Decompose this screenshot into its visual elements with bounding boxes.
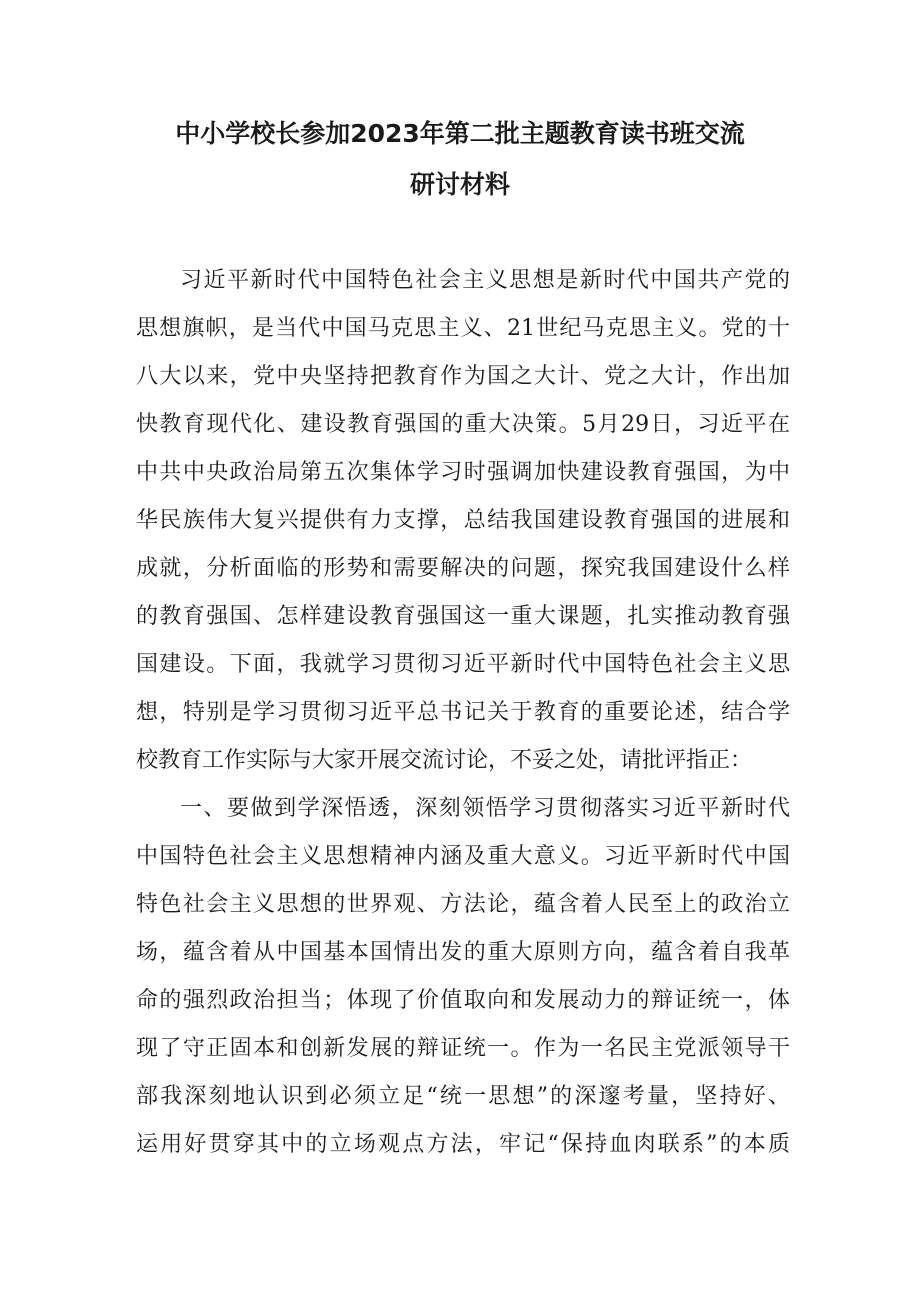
- document-title-line-2: 研讨材料: [409, 170, 510, 199]
- body-line: 华民族伟大复兴提供有力支撑，总结我国建设教育强国的进展和: [136, 508, 790, 533]
- body-line: 思想旗帜，是当代中国马克思主义、21世纪马克思主义。党的十: [136, 316, 790, 341]
- body-line: 运用好贯穿其中的立场观点方法，牢记“保持血肉联系”的本质: [136, 1132, 790, 1157]
- body-line: 成就，分析面临的形势和需要解决的问题，探究我国建设什么样: [136, 556, 790, 581]
- body-line: 中国特色社会主义思想精神内涵及重大意义。习近平新时代中国: [136, 844, 790, 869]
- body-line: 特色社会主义思想的世界观、方法论，蕴含着人民至上的政治立: [136, 892, 790, 917]
- body-line: 习近平新时代中国特色社会主义思想是新时代中国共产党的: [180, 268, 790, 293]
- body-line: 校教育工作实际与大家开展交流讨论，不妥之处，请批评指正：: [136, 748, 753, 773]
- body-line: 现了守正固本和创新发展的辩证统一。作为一名民主党派领导干: [136, 1036, 790, 1061]
- body-line: 国建设。下面，我就学习贯彻习近平新时代中国特色社会主义思: [136, 652, 790, 677]
- body-line: 八大以来，党中央坚持把教育作为国之大计、党之大计，作出加: [136, 364, 790, 389]
- body-line: 命的强烈政治担当；体现了价值取向和发展动力的辩证统一，体: [136, 988, 790, 1013]
- body-line: 部我深刻地认识到必须立足“统一思想”的深邃考量，坚持好、: [136, 1084, 790, 1109]
- body-line: 场，蕴含着从中国基本国情出发的重大原则方向，蕴含着自我革: [136, 940, 790, 965]
- body-line: 快教育现代化、建设教育强国的重大决策。5月29日，习近平在: [136, 412, 790, 437]
- document-title-line-1: 中小学校长参加2023年第二批主题教育读书班交流: [175, 119, 745, 148]
- body-line: 一、要做到学深悟透，深刻领悟学习贯彻落实习近平新时代: [180, 796, 790, 821]
- body-line: 想，特别是学习贯彻习近平总书记关于教育的重要论述，结合学: [136, 700, 790, 725]
- body-line: 中共中央政治局第五次集体学习时强调加快建设教育强国，为中: [136, 460, 790, 485]
- body-line: 的教育强国、怎样建设教育强国这一重大课题，扎实推动教育强: [136, 604, 790, 629]
